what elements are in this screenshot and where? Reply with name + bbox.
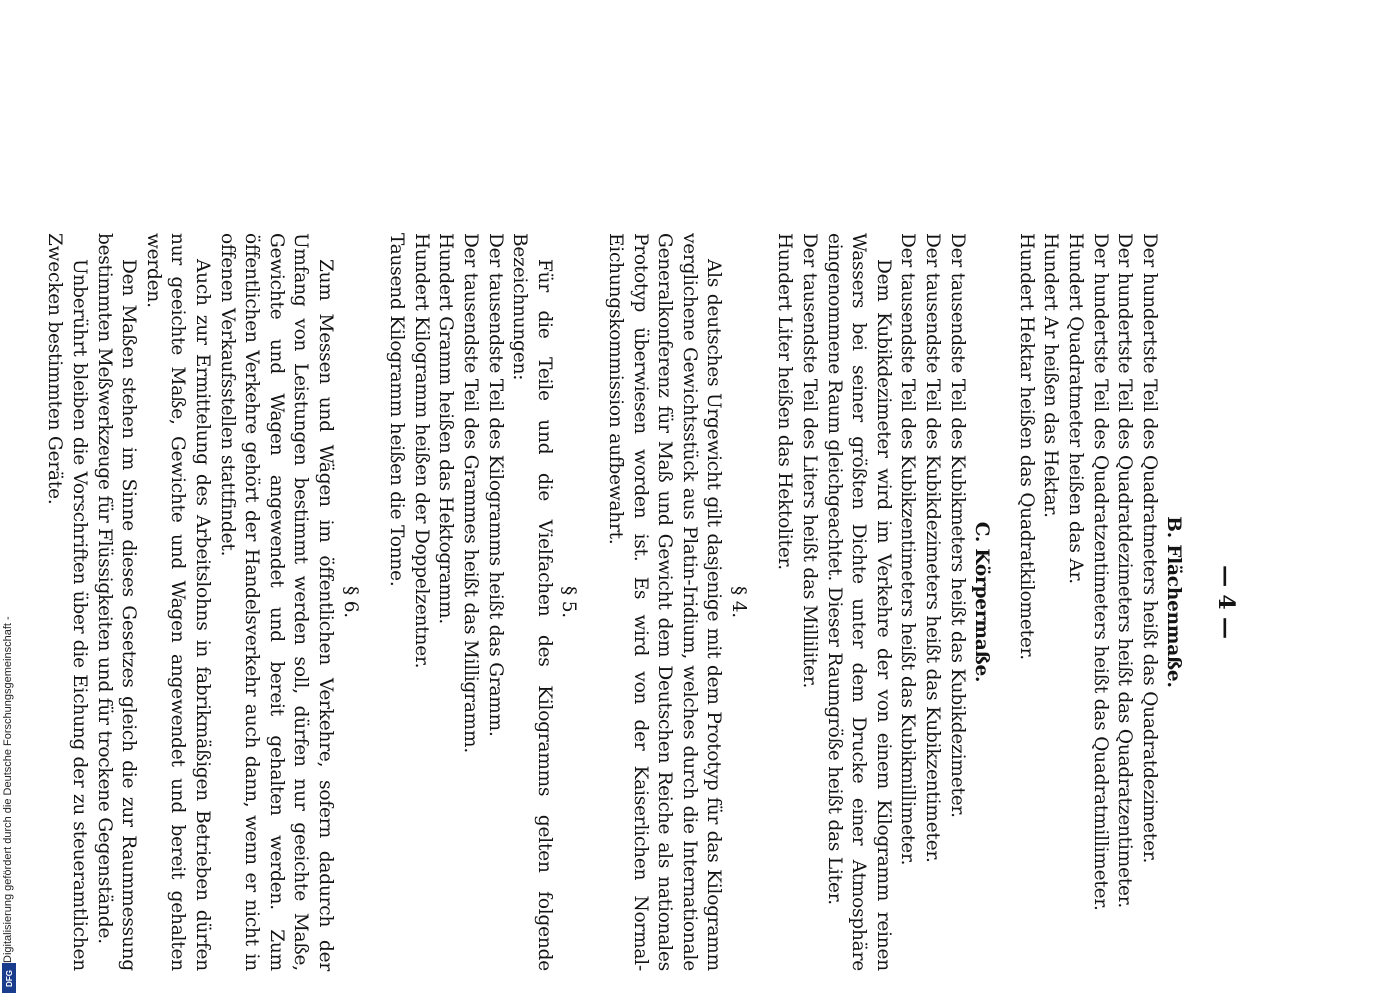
dfg-logo xyxy=(2,963,16,993)
text-line: Der tausendste Teil des Kubikdezimeters heißt das Kubikzentimeter. xyxy=(922,233,944,863)
dfg-logo-text: DFG xyxy=(4,969,14,987)
section-5-heading: § 5. xyxy=(558,586,580,618)
text-line: Tausend Kilogramm heißen die Tonne. xyxy=(386,233,408,587)
text-line: Der hundertste Teil des Quadratmeters heißt das Quadratdezimeter. xyxy=(1138,233,1160,864)
section-b-heading: B. Flächenmaße. xyxy=(1163,516,1185,688)
funding-note: Digitalisierung gefördert durch die Deutsche Forschungsgemeinschaft - xyxy=(2,616,14,963)
paragraph: Dem Kubikdezimeter wird im Verkehre der von einem Kilogramm reinen Wassers bei seiner größten Dichte unter dem Drucke einer Atmosphäre eingenommene Raum gleichgeachtet. Dieser Raumgröße heißt das Liter. xyxy=(823,233,894,971)
paragraph: Unberührt bleiben die Vorschriften über die Eichung der zu steueramtlichen Zwecken bestimmten Geräte. xyxy=(44,233,91,971)
text-line: Hundert Gramm heißen das Hektogramm. xyxy=(435,233,457,625)
text-line: Hundert Kilogramm heißen der Doppelzentner. xyxy=(410,233,432,669)
paragraph: Als deutsches Urgewicht gilt dasjenige mit dem Prototyp für das Kilogramm verglichene Gewichtsstück aus Platin-Iridium, welches durch die Internationale Generalkonferenz für Maß und Gewicht dem Deutschen Reiche als nationales Prototyp überwiesen worden ist. Es wird von der Kaiserlichen Normal-Eichungskommission aufbewahrt. xyxy=(604,233,725,971)
text-line: Der tausendste Teil des Kubikmeters heißt das Kubikdezimeter. xyxy=(946,233,968,818)
paragraph: Den Maßen stehen im Sinne dieses Gesetzes gleich die zur Raummessung bestimmten Meßwerkzeuge für Flüssigkeiten und für trockene Gegenstände. xyxy=(93,233,140,971)
paragraph: Zum Messen und Wägen im öffentlichen Verkehre, sofern dadurch der Umfang von Leistungen bestimmt werden soll, dürfen nur geeichte Maße, Gewichte und Wagen angewendet und bereit gehalten werden. Zum öffentlichen Verkehre gehört der Handelsverkehr auch dann, wenn er nicht in offenen Verkaufsstellen stattfindet. xyxy=(216,233,336,971)
text-line: Der hundertste Teil des Quadratdezimeters heißt das Quadratzentimeter. xyxy=(1114,233,1136,909)
text-line: Hundert Hektar heißen das Quadratkilometer. xyxy=(1015,233,1037,660)
text-line: Der tausendste Teil des Liters heißt das Milliliter. xyxy=(799,233,821,689)
page-number: — 4 — xyxy=(1213,565,1239,639)
text-line: Hundert Quadratmeter heißen das Ar. xyxy=(1065,233,1087,584)
paragraph: Für die Teile und die Vielfachen des Kilogramms gelten folgende Bezeichnungen: xyxy=(509,233,555,971)
paragraph: Auch zur Ermittelung des Arbeitslohns in fabrikmäßigen Betrieben dürfen nur geeichte Maße, Gewichte und Wagen angewendet und bereit gehalten werden. xyxy=(142,233,214,971)
text-line: Der tausendste Teil des Grammes heißt das Milligramm. xyxy=(459,233,481,754)
section-4-heading: § 4. xyxy=(727,586,749,618)
text-line: Hundert Liter heißen das Hektoliter. xyxy=(774,233,796,570)
section-6-heading: § 6. xyxy=(339,586,361,618)
text-line: Der tausendste Teil des Kubikzentimeters heißt das Kubikmillimeter. xyxy=(897,233,919,866)
text-line: Der hundertste Teil des Quadratzentimeters heißt das Quadratmillimeter. xyxy=(1089,233,1111,911)
section-c-heading: C. Körpermaße. xyxy=(971,521,993,683)
page-content xyxy=(42,233,1238,971)
text-line: Hundert Ar heißen das Hektar. xyxy=(1040,233,1062,518)
text-line: Der tausendste Teil des Kilogramms heißt das Gramm. xyxy=(484,233,506,737)
